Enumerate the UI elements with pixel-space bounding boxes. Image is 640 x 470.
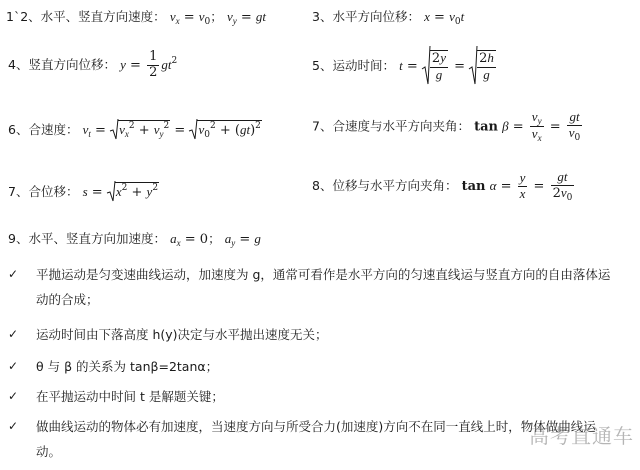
bullet-text-4: 在平抛运动中时间 t 是解题关键； (36, 389, 224, 404)
check-icon: ✓ (8, 359, 19, 373)
bullet-item-3 (8, 354, 618, 379)
formula-8-fn: tan (461, 179, 486, 195)
formula-7a-label: 合速度与水平方向夹角： (332, 118, 470, 134)
formula-6-number: 6、 (8, 122, 29, 137)
formula-7b-expr: $s = x^2 + y^2$ (82, 183, 159, 200)
formula-7b-number: 7、 (8, 184, 29, 199)
formula-1-separator: ； (210, 9, 223, 24)
formula-1-expr-2: $v_y$ = gt (226, 9, 267, 26)
formula-7a (312, 110, 584, 144)
formula-5-expr: t = $\frac{2y}{g}$ = $\frac{2h}{g}$ (399, 45, 498, 88)
formula-9-expr: $a_x = 0$ (170, 231, 209, 248)
formula-4 (8, 50, 177, 81)
formula-8-expr: tan α = $\frac{y}{x}$ = $\frac{gt}{2v_0}$ (461, 169, 573, 203)
formula-6-expr: $v_t = v_x^2 + v_y^2 = v_0^2 + (gt)^2$ (82, 121, 261, 140)
watermark: 高考直通车 (529, 424, 634, 448)
formula-6 (8, 118, 262, 143)
formula-3-number: 3、 (312, 9, 333, 24)
bullet-text-2: 运动时间由下落高度 h(y)决定与水平抛出速度无关； (36, 327, 328, 342)
formula-3-label: 水平方向位移： (332, 9, 420, 24)
formula-4-label: 竖直方向位移： (28, 56, 116, 72)
bullet-item-4 (8, 384, 618, 409)
formula-4-number: 4、 (8, 56, 29, 72)
formula-1-number: 1`2、 (6, 9, 41, 24)
bullet-item-5 (8, 414, 618, 464)
formula-1 (6, 10, 266, 27)
formula-1-expr: $v_x = v_0$ (169, 9, 211, 27)
bullet-item-1 (8, 262, 618, 312)
formula-7a-fn: tan (474, 119, 498, 135)
formula-3-expr: $x = v_0t$ (424, 9, 465, 27)
formula-7b-label: 合位移： (28, 184, 79, 199)
formula-9 (8, 232, 261, 248)
formula-7a-expr: tan β = $\frac{v_y}{v_x}$ = $\frac{gt}{v_0}$ (474, 109, 581, 144)
formula-7b (8, 180, 159, 205)
formula-8 (312, 170, 576, 203)
formula-8-label: 位移与水平方向夹角： (332, 178, 458, 194)
check-icon: ✓ (8, 327, 19, 341)
formula-7a-number: 7、 (312, 118, 333, 134)
formula-5 (312, 45, 498, 88)
formula-9-expr-2: $a_y = g$ (224, 231, 261, 248)
check-icon: ✓ (8, 419, 19, 433)
formula-4-expr: y = $\frac{1}{2}$ $gt^2$ (120, 49, 178, 80)
formula-1-label: 水平、竖直方向速度： (40, 9, 166, 24)
formula-9-separator: ； (208, 231, 221, 246)
formula-9-number: 9、 (8, 231, 29, 246)
bullet-text-5: 做曲线运动的物体必有加速度，当速度方向与所受合力(加速度)方向不在同一直线上时，物体做曲线运动。 (36, 419, 596, 459)
formula-8-number: 8、 (312, 178, 333, 194)
bullet-item-2 (8, 322, 618, 347)
formula-3 (312, 10, 464, 27)
check-icon: ✓ (8, 389, 19, 403)
check-icon: ✓ (8, 267, 19, 281)
formula-9-label: 水平、竖直方向加速度： (28, 231, 166, 246)
bullet-text-1: 平抛运动是匀变速曲线运动，加速度为 g，通常可看作是水平方向的匀速直线运与竖直方向的自由落体运动的合成； (36, 267, 611, 307)
formula-5-label: 运动时间： (332, 58, 395, 73)
bullet-text-3: θ 与 β 的关系为 tanβ=2tanα； (36, 359, 219, 374)
formula-6-label: 合速度： (28, 122, 79, 137)
formula-5-number: 5、 (312, 58, 333, 73)
